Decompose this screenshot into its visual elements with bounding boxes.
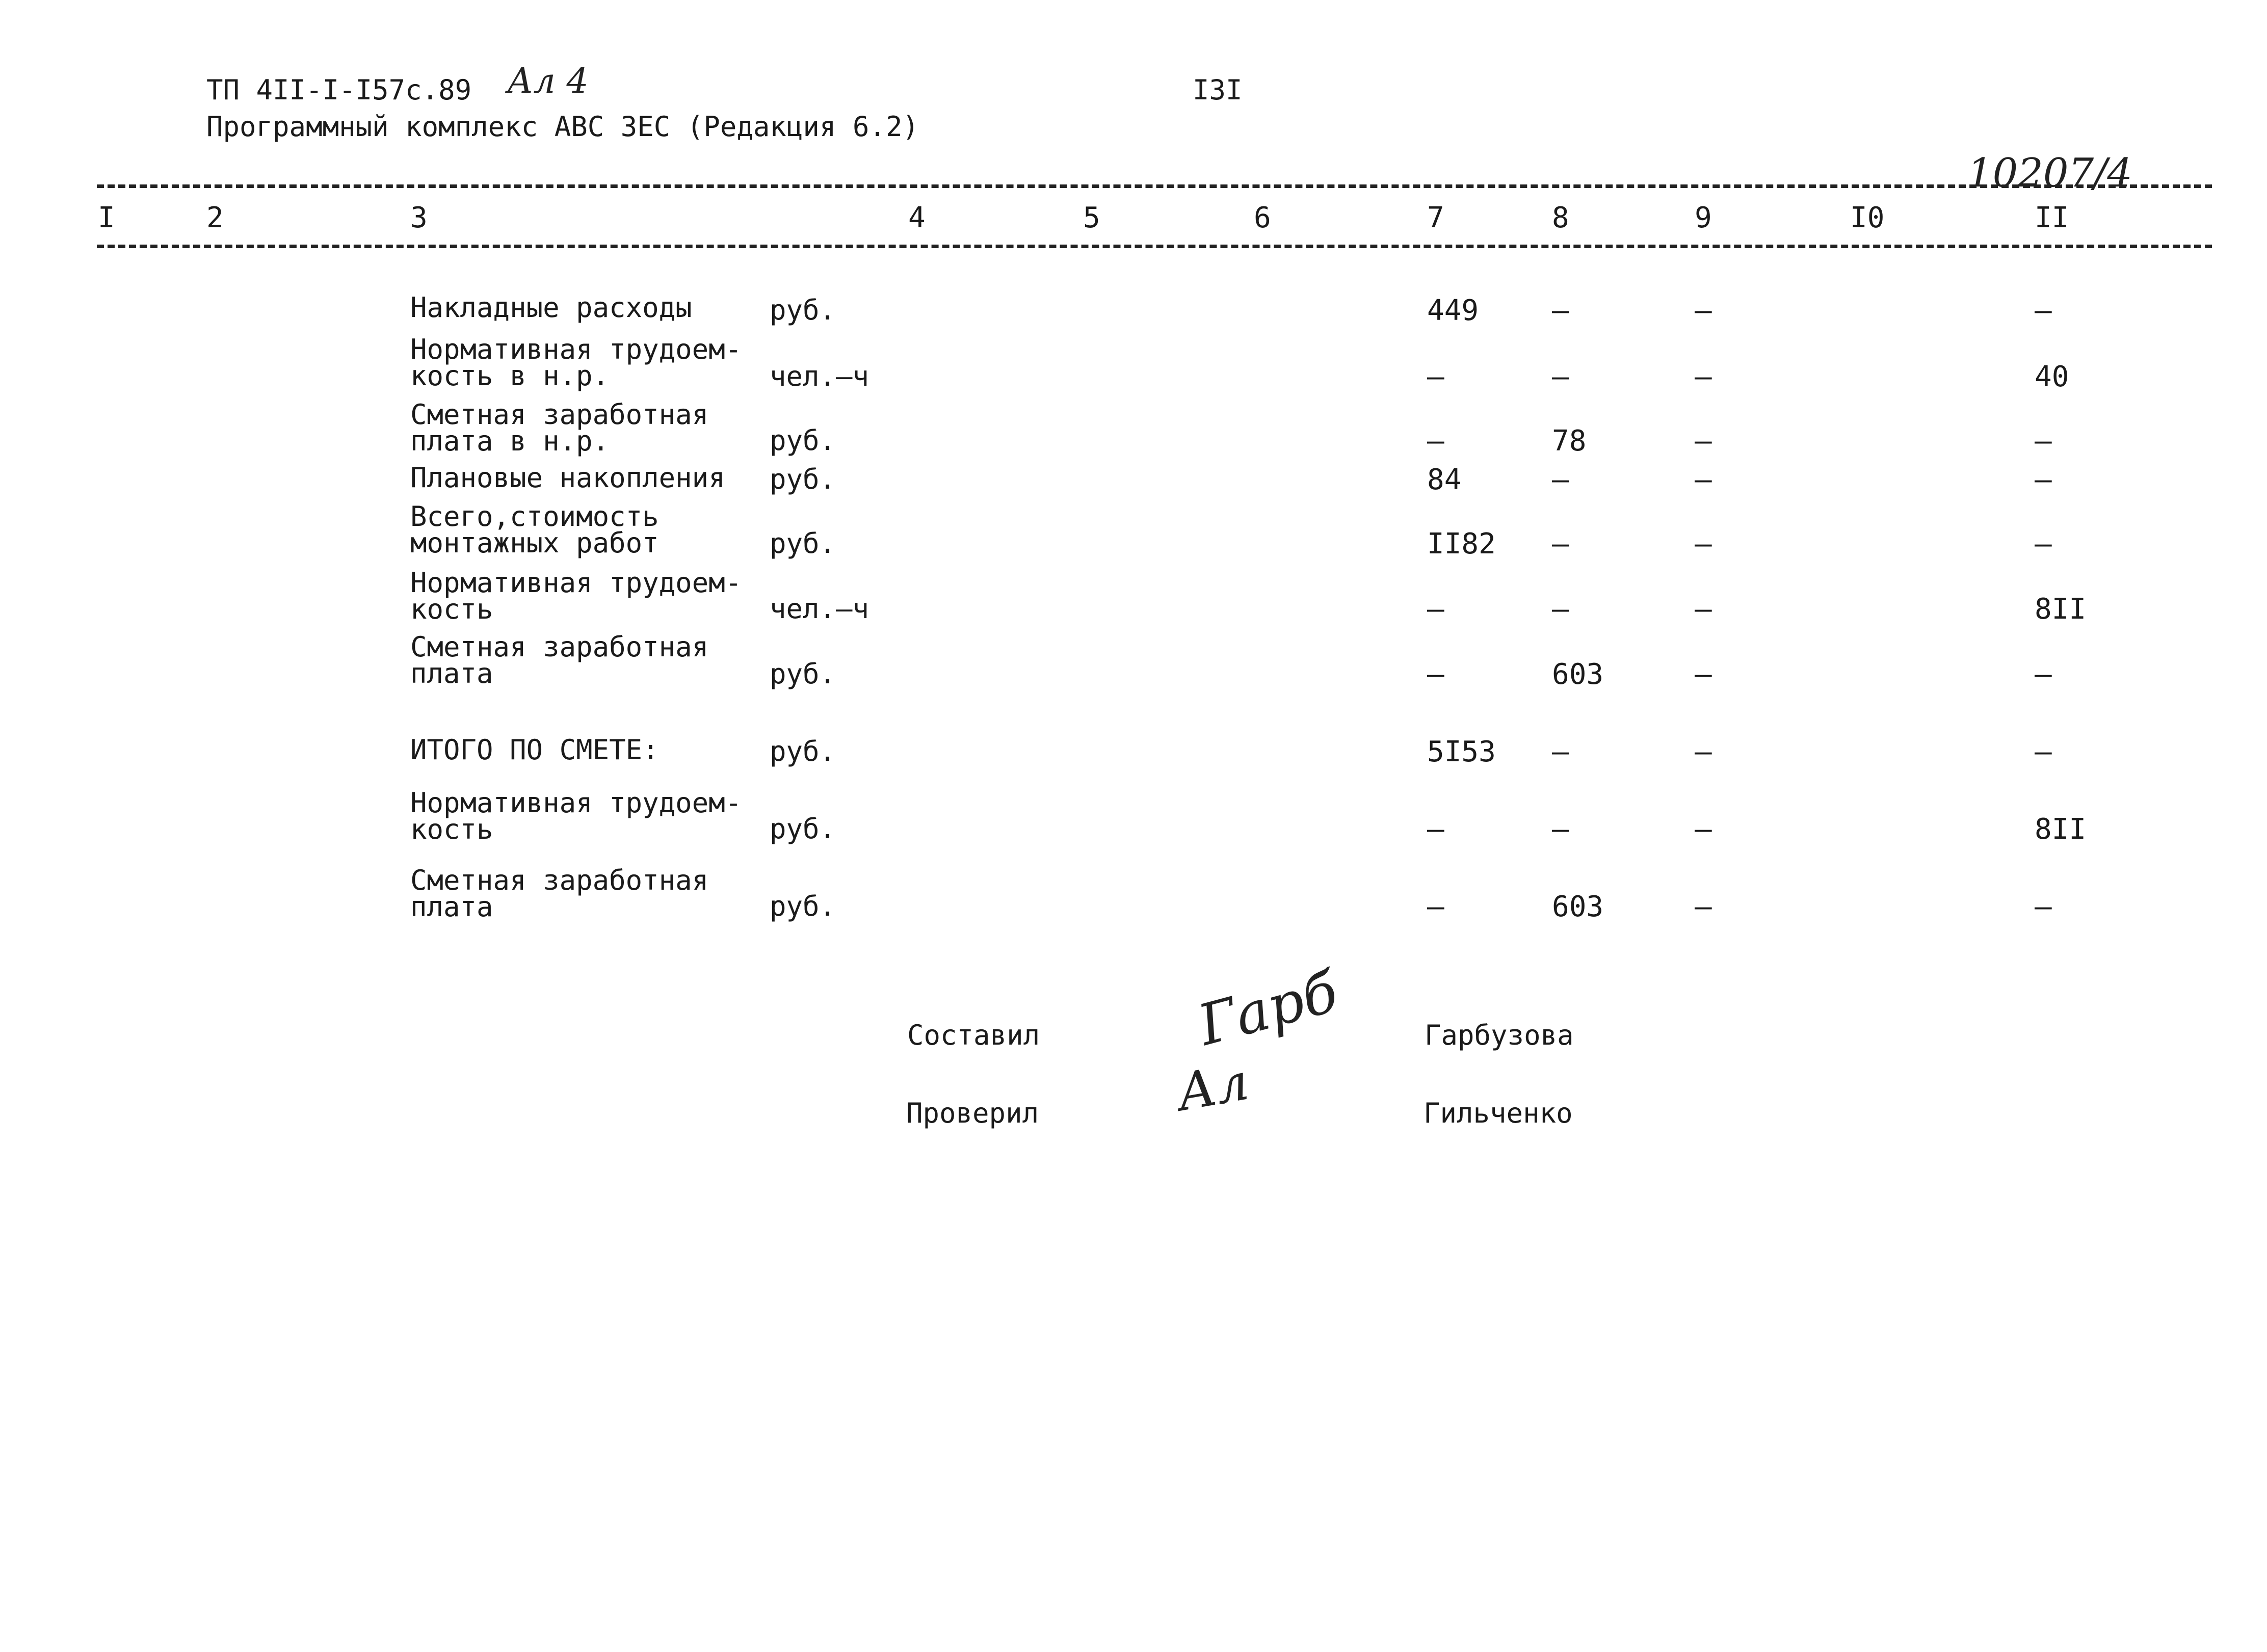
cell-col9: – [1695, 813, 1712, 846]
cell-col11: – [2035, 890, 2052, 923]
row-label: Накладные расходы [410, 291, 692, 324]
page-number: I3I [1193, 74, 1243, 106]
cell-col7: – [1427, 658, 1444, 691]
cell-col8: – [1552, 813, 1569, 846]
cell-col9: – [1695, 360, 1712, 393]
cell-col8: – [1552, 593, 1569, 626]
cell-col11: – [2035, 658, 2052, 691]
col-header-5: 5 [1083, 201, 1100, 234]
program-line: Программный комплекс АВС ЗЕС (Редакция 6.2) [206, 111, 919, 143]
col-header-1: I [98, 201, 115, 234]
col-header-6: 6 [1254, 201, 1271, 234]
cell-col9: – [1695, 527, 1712, 561]
row-unit: руб. [770, 463, 836, 495]
document-code: ТП 4II-I-I57с.89 [206, 74, 472, 106]
cell-col9: – [1695, 735, 1712, 768]
cell-col8: – [1552, 294, 1569, 327]
cell-col8: – [1552, 360, 1569, 393]
col-header-9: 9 [1695, 201, 1712, 234]
row-label: Всего,стоимость монтажных работ [410, 500, 659, 559]
cell-col11: 40 [2035, 360, 2069, 393]
col-header-4: 4 [908, 201, 926, 234]
row-label: Нормативная трудоем- кость [410, 567, 742, 625]
col-header-3: 3 [410, 201, 428, 234]
col-header-8: 8 [1552, 201, 1569, 234]
cell-col9: – [1695, 294, 1712, 327]
row-label: Нормативная трудоем- кость в н.р. [410, 333, 742, 392]
cell-col8: 78 [1552, 424, 1587, 458]
compiled-by-name: Гарбузова [1425, 1019, 1574, 1051]
cell-col11: – [2035, 294, 2052, 327]
row-label: ИТОГО ПО СМЕТЕ: [410, 734, 659, 766]
cell-col9: – [1695, 890, 1712, 923]
cell-col8: 603 [1552, 890, 1604, 923]
cell-col9: – [1695, 424, 1712, 458]
compiled-by-signature: Гарб [1192, 958, 1345, 1058]
cell-col7: 5I53 [1427, 735, 1496, 768]
cell-col8: – [1552, 735, 1569, 768]
handwritten-reference: 10207/4 [1967, 150, 2133, 196]
cell-col11: – [2035, 424, 2052, 458]
cell-col7: II82 [1427, 527, 1496, 561]
row-label: Сметная заработная плата [410, 631, 709, 689]
row-label: Нормативная трудоем- кость [410, 787, 742, 845]
cell-col11: – [2035, 735, 2052, 768]
row-label: Сметная заработная плата в н.р. [410, 398, 709, 457]
compiled-by-label: Составил [907, 1019, 1040, 1051]
cell-col8: 603 [1552, 658, 1604, 691]
checked-by-signature: Ал [1172, 1051, 1253, 1123]
row-unit: руб. [770, 527, 836, 559]
col-header-10: I0 [1850, 201, 1885, 234]
row-unit: руб. [770, 424, 836, 457]
cell-col11: 8II [2035, 593, 2087, 626]
cell-col11: – [2035, 527, 2052, 561]
row-unit: руб. [770, 658, 836, 690]
cell-col9: – [1695, 463, 1712, 496]
row-unit: руб. [770, 890, 836, 922]
col-header-2: 2 [206, 201, 224, 234]
row-label: Сметная заработная плата [410, 864, 709, 923]
cell-col8: – [1552, 463, 1569, 496]
cell-col11: 8II [2035, 813, 2087, 846]
col-header-7: 7 [1427, 201, 1444, 234]
checked-by-name: Гильченко [1424, 1097, 1573, 1129]
table-top-dashed-rule [97, 184, 2212, 188]
cell-col8: – [1552, 527, 1569, 561]
cell-col9: – [1695, 593, 1712, 626]
cell-col7: – [1427, 593, 1444, 626]
row-unit: руб. [770, 813, 836, 845]
row-unit: руб. [770, 735, 836, 767]
cell-col7: 84 [1427, 463, 1462, 496]
row-unit: руб. [770, 294, 836, 326]
cell-col7: – [1427, 360, 1444, 393]
cell-col7: 449 [1427, 294, 1479, 327]
cell-col9: – [1695, 658, 1712, 691]
row-label: Плановые накопления [410, 462, 725, 494]
row-unit: чел.–ч [770, 593, 869, 625]
cell-col7: – [1427, 813, 1444, 846]
col-header-11: II [2035, 201, 2069, 234]
checked-by-label: Проверил [906, 1097, 1039, 1129]
table-header-dashed-rule [97, 245, 2212, 248]
cell-col7: – [1427, 890, 1444, 923]
handwritten-tag: Ал 4 [507, 61, 589, 101]
row-unit: чел.–ч [770, 360, 869, 392]
cell-col11: – [2035, 463, 2052, 496]
cell-col7: – [1427, 424, 1444, 458]
